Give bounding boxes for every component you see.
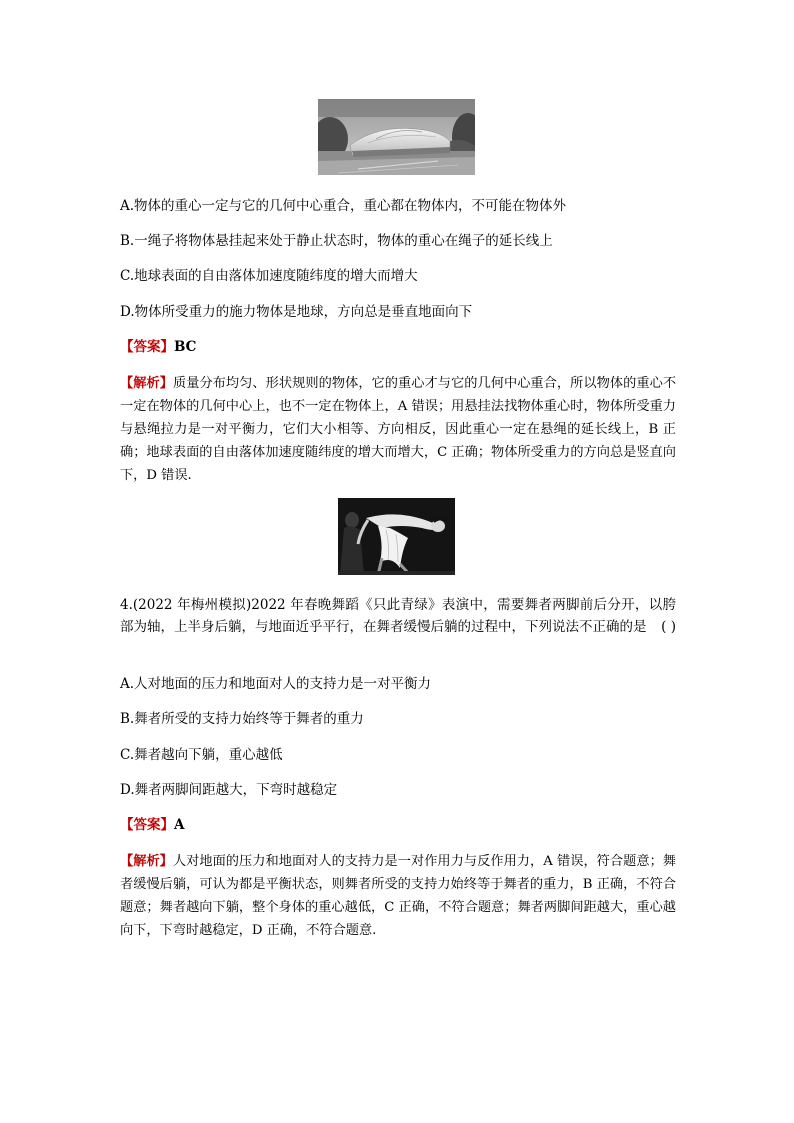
q3-answer (120, 337, 196, 357)
q4-option-c: C.舞者越向下躺，重心越低 (120, 747, 283, 763)
q3-explanation (120, 372, 676, 487)
dancer-illustration (338, 498, 455, 575)
q4-stem-text: 4.(2022 年梅州模拟)2022 年春晚舞蹈《只此青绿》表演中，需要舞者两脚前后分开，以胯部为轴，上半身后躺，与地面近乎平行，在舞者缓慢后躺的过程中，下列说法不正确的是 (120, 597, 676, 635)
q4-option-b: B.舞者所受的支持力始终等于舞者的重力 (120, 711, 364, 727)
explanation-label: 【解析】 (120, 376, 173, 391)
answer-value: A (174, 817, 185, 833)
q3-option-b: B.一绳子将物体悬挂起来处于静止状态时，物体的重心在绳子的延长线上 (120, 233, 553, 249)
q4-stem (120, 594, 676, 638)
explanation-label: 【解析】 (120, 854, 173, 869)
answer-paren: ( ) (661, 619, 676, 635)
stadium-illustration (318, 99, 475, 175)
answer-value: BC (174, 339, 197, 355)
q4-option-a: A.人对地面的压力和地面对人的支持力是一对平衡力 (120, 676, 432, 692)
q3-option-a: A.物体的重心一定与它的几何中心重合，重心都在物体内，不可能在物体外 (120, 198, 567, 214)
explanation-text: 质量分布均匀、形状规则的物体，它的重心才与它的几何中心重合，所以物体的重心不一定在物体的几何中心上，也不一定在物体上，A 错误；用悬挂法找物体重心时，物体所受重力与悬绳拉力是一对平衡力，它们大小相等、方向相反，因此重心一定在悬绳的延长线上，B 正确；地球表面的自由落体加速度随纬度的增大而增大，C 正确；物体所受重力的方向总是竖直向下，D 错误. (120, 376, 677, 483)
dancer-photo (338, 498, 455, 575)
explanation-text: 人对地面的压力和地面对人的支持力是一对作用力与反作用力，A 错误，符合题意；舞者缓慢后躺，可认为都是平衡状态，则舞者所受的支持力始终等于舞者的重力，B 正确，不符合题意；舞者越向下躺，整个身体的重心越低，C 正确，不符合题意；舞者两脚间距越大，重心越向下，下弯时越稳定，D 正确，不符合题意. (120, 854, 676, 938)
stadium-photo (318, 99, 475, 175)
q4-explanation (120, 850, 676, 942)
q3-option-d: D.物体所受重力的施力物体是地球，方向总是垂直地面向下 (120, 304, 473, 320)
q4-option-d: D.舞者两脚间距越大，下弯时越稳定 (120, 782, 338, 798)
answer-label: 【答案】 (120, 817, 174, 833)
q4-answer (120, 815, 184, 835)
answer-label: 【答案】 (120, 339, 174, 355)
q3-option-c: C.地球表面的自由落体加速度随纬度的增大而增大 (120, 268, 418, 284)
